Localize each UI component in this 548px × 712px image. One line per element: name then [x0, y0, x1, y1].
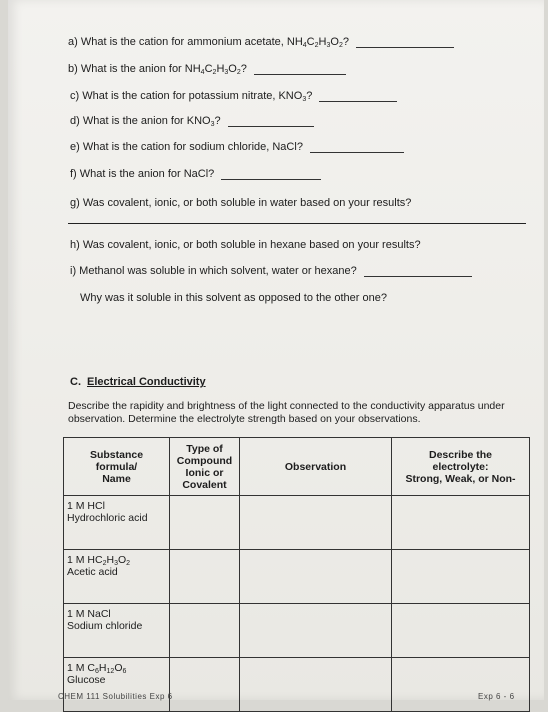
question-h: h) Was covalent, ionic, or both soluble in hexane based on your results? — [70, 239, 421, 251]
table-row — [64, 658, 530, 712]
table-row — [64, 550, 530, 604]
type-cell[interactable] — [170, 550, 240, 604]
electrolyte-cell[interactable] — [392, 496, 530, 550]
observation-cell[interactable] — [240, 496, 392, 550]
electrolyte-cell[interactable] — [392, 604, 530, 658]
conductivity-table — [63, 437, 530, 712]
answer-line-g[interactable] — [68, 223, 526, 224]
question-f: f) What is the anion for NaCl? — [70, 168, 321, 180]
observation-cell[interactable] — [240, 658, 392, 712]
table-row — [64, 496, 530, 550]
answer-blank-f[interactable] — [221, 169, 321, 180]
answer-blank-a[interactable] — [356, 37, 454, 48]
question-i-followup: Why was it soluble in this solvent as opposed to the other one? — [80, 292, 387, 304]
question-b: b) What is the anion for $NH_4C_2H_3O_2$? — [68, 63, 346, 75]
question-e: e) What is the cation for sodium chloride, NaCl? — [70, 141, 404, 153]
worksheet-page — [8, 0, 544, 700]
electrolyte-cell[interactable] — [392, 658, 530, 712]
answer-blank-d[interactable] — [228, 116, 314, 127]
answer-blank-b[interactable] — [254, 64, 346, 75]
observation-cell[interactable] — [240, 604, 392, 658]
question-d: d) What is the anion for $KNO_3$? — [70, 115, 314, 127]
question-g: g) Was covalent, ionic, or both soluble in water based on your results? — [70, 197, 412, 209]
substance-cell: 1 M $HC_2H_3O_2$ Acetic acid — [64, 550, 170, 604]
type-cell[interactable] — [170, 604, 240, 658]
section-c-description: Describe the rapidity and brightness of the light connected to the conductivity apparatus under observation. Determine the electrolyte strength based on your observations. — [68, 400, 505, 425]
footer-right: Exp 6 - 6 — [478, 692, 515, 701]
section-c-title: C. Electrical Conductivity — [70, 376, 206, 388]
header-substance: Substance formula/ Name — [64, 438, 170, 496]
table-header-row — [64, 438, 530, 496]
type-cell[interactable] — [170, 496, 240, 550]
observation-cell[interactable] — [240, 550, 392, 604]
substance-cell: 1 M HCl Hydrochloric acid — [64, 496, 170, 550]
table-row — [64, 604, 530, 658]
type-cell[interactable] — [170, 658, 240, 712]
question-c: c) What is the cation for potassium nitrate, $KNO_3$? — [70, 90, 397, 102]
header-describe: Describe the electrolyte: Strong, Weak, or Non- — [392, 438, 530, 496]
header-type: Type of Compound Ionic or Covalent — [170, 438, 240, 496]
header-observation: Observation — [240, 438, 392, 496]
substance-cell: 1 M NaCl Sodium chloride — [64, 604, 170, 658]
question-a: a) What is the cation for ammonium acetate, $NH_4C_2H_3O_2$? — [68, 36, 454, 48]
electrolyte-cell[interactable] — [392, 550, 530, 604]
question-i: i) Methanol was soluble in which solvent, water or hexane? — [70, 265, 472, 277]
answer-blank-c[interactable] — [319, 91, 397, 102]
answer-blank-i[interactable] — [364, 266, 472, 277]
footer-left: CHEM 111 Solubilities Exp 6 — [58, 692, 173, 701]
answer-blank-e[interactable] — [310, 142, 404, 153]
substance-cell: 1 M $C_6H_{12}O_6$ Glucose — [64, 658, 170, 712]
